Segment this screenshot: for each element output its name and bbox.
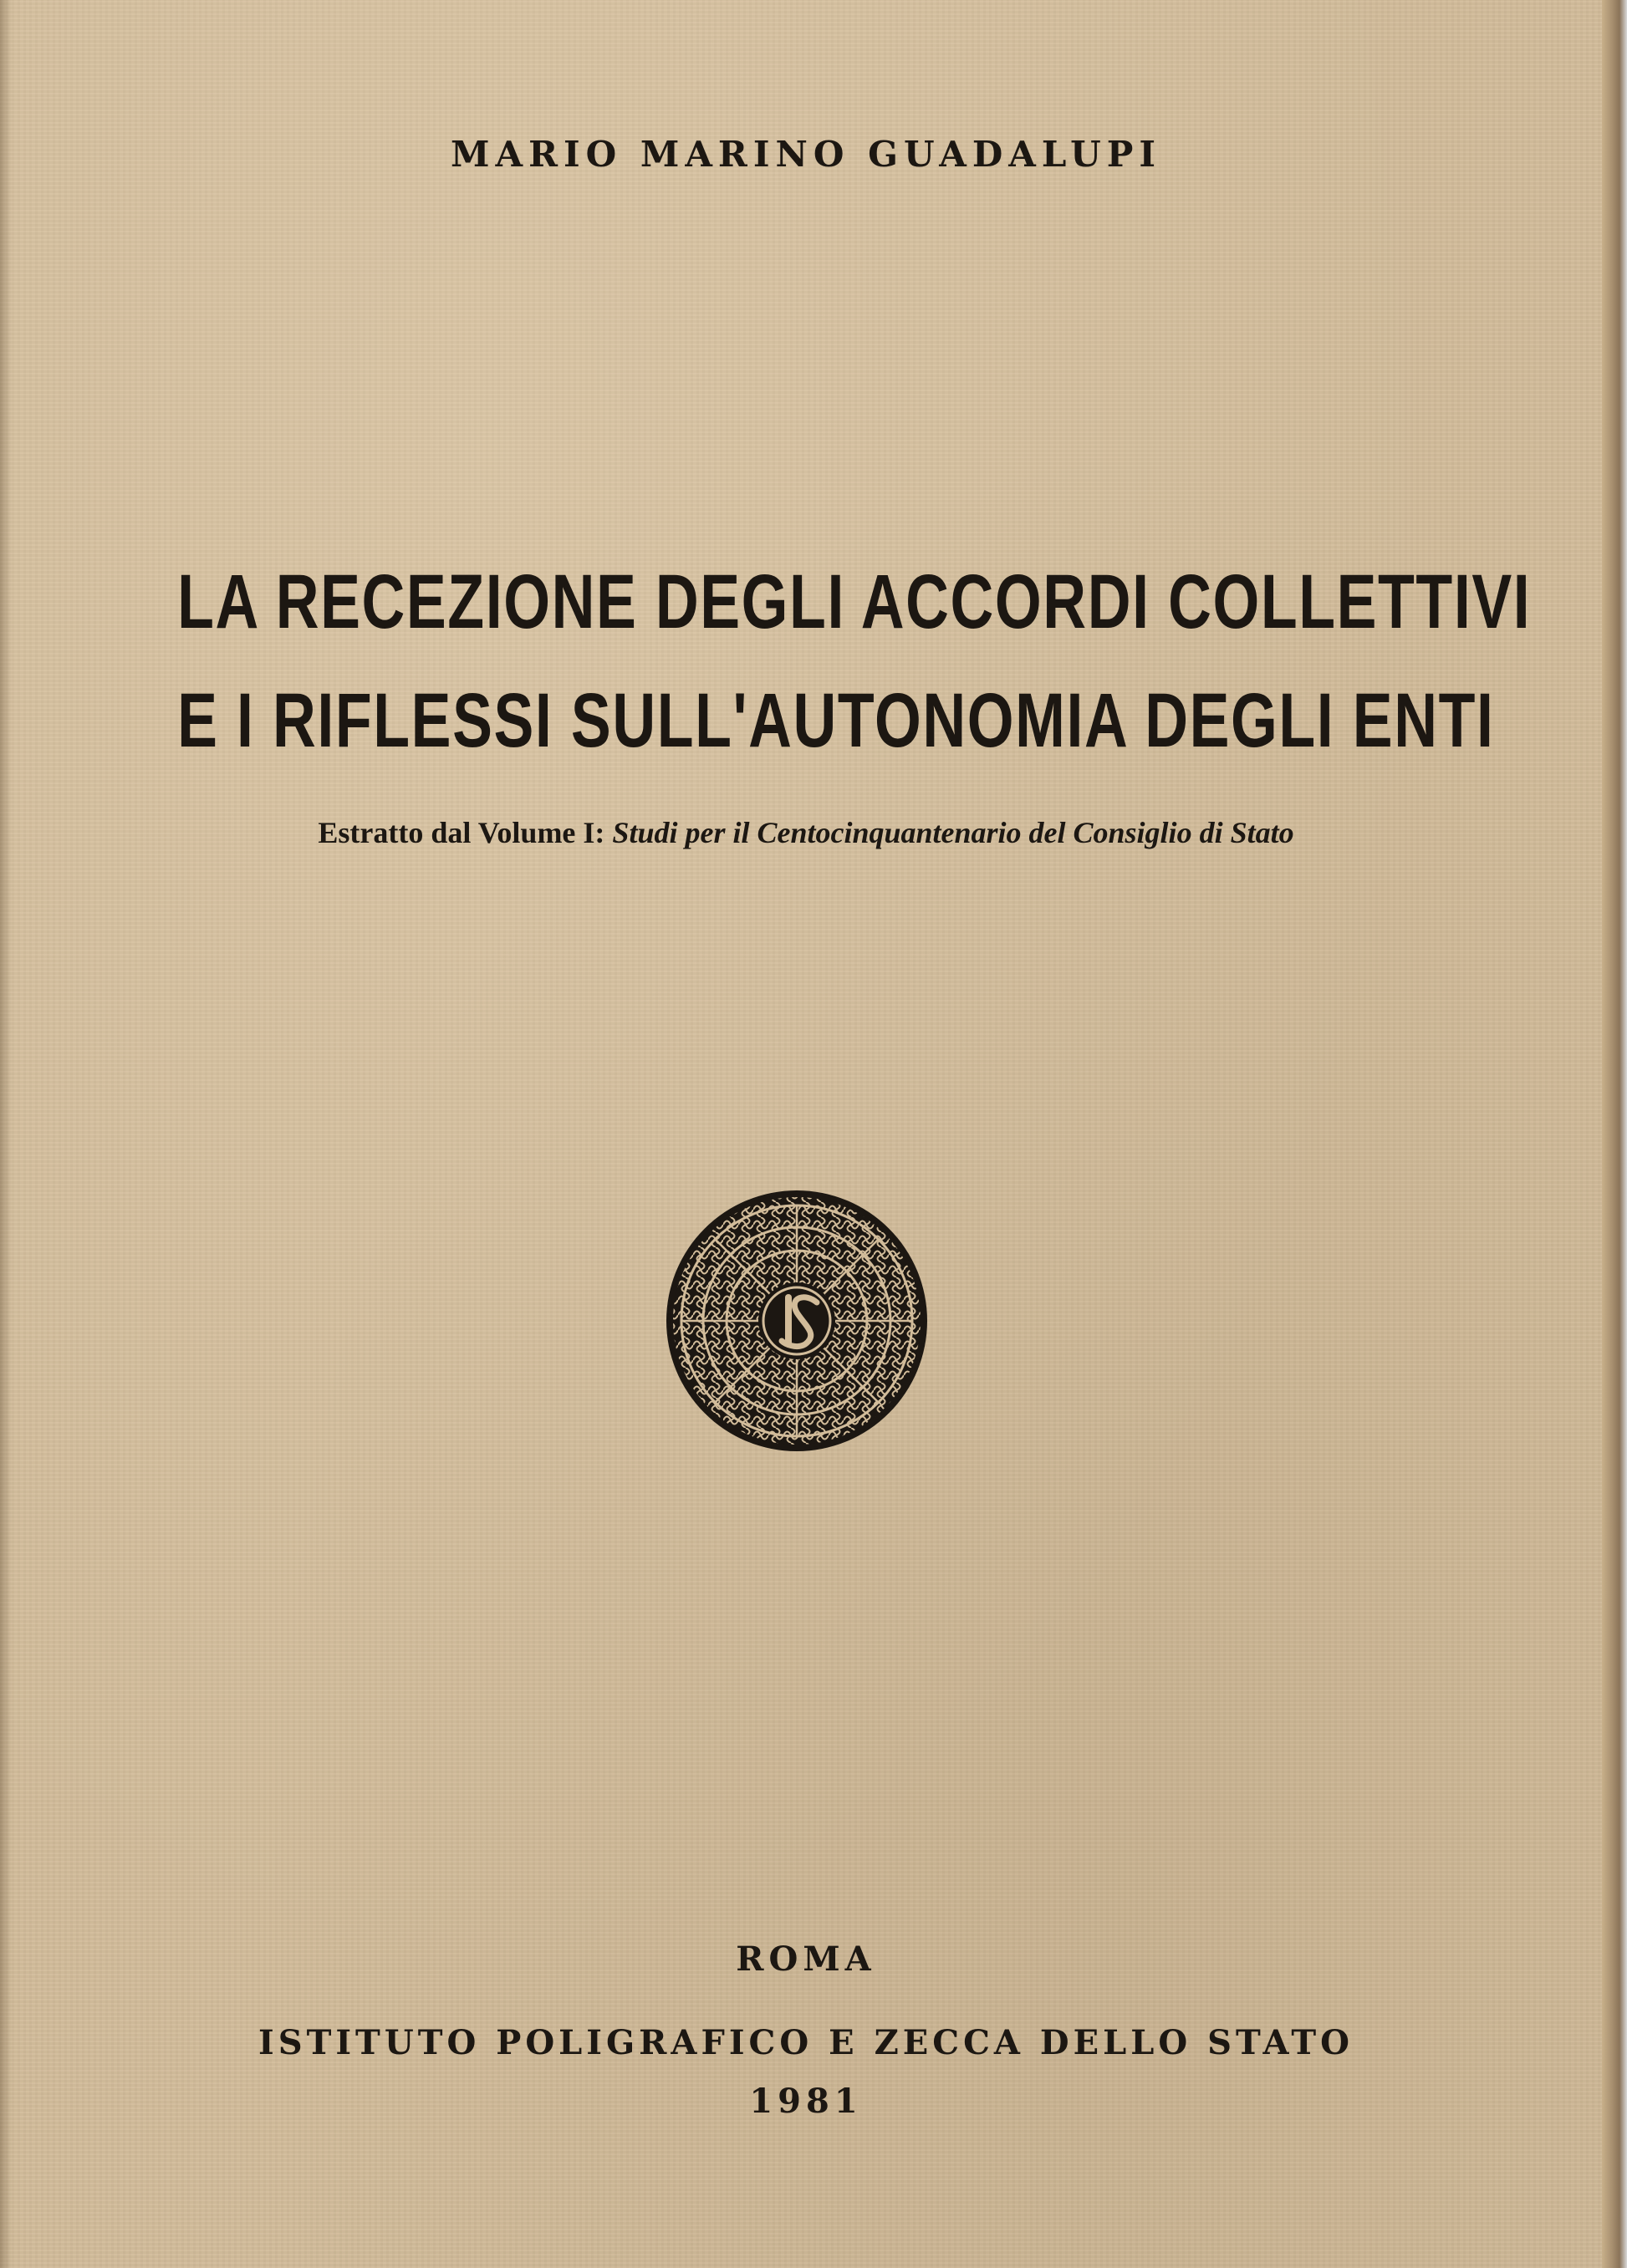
spine-shadow bbox=[0, 0, 12, 2268]
publication-place: ROMA bbox=[736, 1939, 876, 1979]
publisher-name: ISTITUTO POLIGRAFICO E ZECCA DELLO STATO bbox=[258, 2023, 1354, 2062]
title-line-1: LA RECEZIONE DEGLI ACCORDI COLLETTIVI bbox=[177, 559, 1532, 645]
subtitle-prefix: Estratto dal Volume I: bbox=[318, 816, 605, 849]
title-line-2: E I RIFLESSI SULL'AUTONOMIA DEGLI ENTI bbox=[177, 678, 1495, 763]
author-name: MARIO MARINO GUADALUPI bbox=[451, 134, 1161, 175]
knotwork-seal-icon bbox=[663, 1187, 931, 1455]
cover-edge bbox=[1602, 0, 1627, 2268]
publication-year: 1981 bbox=[749, 2082, 863, 2121]
subtitle-italic: Studi per il Centocinquantenario del Consiglio di Stato bbox=[612, 816, 1294, 849]
seal-graphic bbox=[663, 1187, 931, 1455]
subtitle bbox=[0, 815, 1612, 850]
